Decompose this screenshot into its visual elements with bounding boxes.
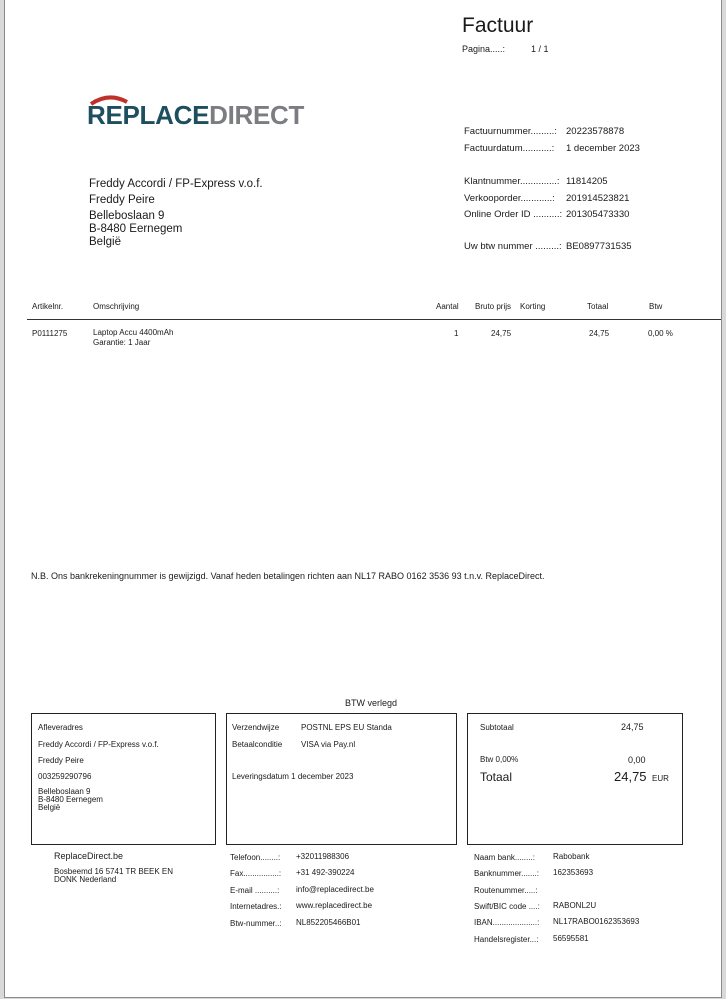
row-warranty: Garantie: 1 Jaar <box>93 338 151 347</box>
footer-company-address <box>54 868 173 884</box>
contact-vat-number: NL852205466B01 <box>296 918 361 927</box>
payment-terms-label: Betaalconditie <box>232 740 283 749</box>
page-number-value: 1 / 1 <box>531 44 549 54</box>
contact-label: Internetadres.: <box>230 902 282 911</box>
col-gross-price: Bruto prijs <box>475 302 512 311</box>
footer-address-line: DONK Nederland <box>54 875 117 884</box>
customer-address <box>89 176 263 208</box>
payment-terms-value: VISA via Pay.nl <box>301 740 356 749</box>
bank-swift: RABONL2U <box>553 901 597 910</box>
bank-change-note: N.B. Ons bankrekeningnummer is gewijzigd. Vanaf heden betalingen richten aan NL17 RABO 0162 3536 93 t.n.v. ReplaceDirect. <box>31 571 545 581</box>
col-article: Artikelnr. <box>32 302 64 311</box>
delivery-date: Leveringsdatum 1 december 2023 <box>232 772 354 781</box>
online-order-id: 201305473330 <box>566 209 630 220</box>
row-total: 24,75 <box>589 329 610 338</box>
bank-label: Naam bank........: <box>474 853 535 862</box>
logo-text-direct: DIRECT <box>209 100 305 130</box>
delivery-address-box <box>31 713 216 845</box>
subtotal-value: 24,75 <box>621 722 644 732</box>
customer-contact: Freddy Peire <box>89 194 155 206</box>
customer-country: België <box>89 236 121 248</box>
total-currency: EUR <box>652 774 669 783</box>
delivery-address <box>38 788 103 812</box>
bank-label: Handelsregister...: <box>474 935 539 944</box>
meta-label: Factuurnummer.........: <box>464 126 557 137</box>
total-value: 24,75 <box>614 769 647 784</box>
delivery-phone: 003259290796 <box>38 772 92 781</box>
col-discount: Korting <box>520 302 546 311</box>
customer-city: B-8480 Eernegem <box>89 223 183 235</box>
invoice-page <box>4 0 722 998</box>
delivery-country: België <box>38 803 61 812</box>
totals-box <box>467 713 683 845</box>
footer-address-line: Bosbeemd 16 5741 TR BEEK EN <box>54 867 174 876</box>
invoice-date: 1 december 2023 <box>566 143 640 154</box>
logo-text-replace: REPLACE <box>87 100 210 130</box>
col-vat: Btw <box>649 302 663 311</box>
invoice-number: 20223578878 <box>566 126 625 137</box>
contact-website[interactable]: www.replacedirect.be <box>296 901 373 910</box>
contact-email[interactable]: info@replacedirect.be <box>296 885 374 894</box>
bank-iban: NL17RABO0162353693 <box>553 917 640 926</box>
bank-label: Swift/BIC code ....: <box>474 902 540 911</box>
col-description: Omschrijving <box>93 302 140 311</box>
invoice-title: Factuur <box>462 14 534 37</box>
vat-shifted-label: BTW verlegd <box>345 698 398 708</box>
sales-order: 201914523821 <box>566 193 630 204</box>
customer-vat-number: BE0897731535 <box>566 241 632 252</box>
col-total: Totaal <box>587 302 609 311</box>
contact-label: E-mail ..........: <box>230 886 280 895</box>
row-quantity: 1 <box>454 329 459 338</box>
bank-name: Rabobank <box>553 852 590 861</box>
customer-number: 11814205 <box>566 176 608 187</box>
row-vat: 0,00 % <box>648 329 673 338</box>
total-label: Totaal <box>480 770 513 784</box>
shipping-terms-box <box>226 713 457 845</box>
row-gross-price: 24,75 <box>491 329 512 338</box>
contact-label: Btw-nummer..: <box>230 919 282 928</box>
bank-trade-register: 56595581 <box>553 934 589 943</box>
meta-label: Uw btw nummer .........: <box>464 241 562 252</box>
meta-label: Factuurdatum...........: <box>464 143 555 154</box>
bank-label: Routenummer.....: <box>474 886 538 895</box>
shipping-method-value: POSTNL EPS EU Standa <box>301 723 392 732</box>
shipping-method-label: Verzendwijze <box>232 723 280 732</box>
col-quantity: Aantal <box>436 302 459 311</box>
contact-label: Telefoon........: <box>230 853 281 862</box>
delivery-city: B-8480 Eernegem <box>38 795 103 804</box>
meta-label: Verkooporder............: <box>464 193 555 204</box>
customer-street: Belleboslaan 9 <box>89 210 165 222</box>
customer-street-block <box>89 210 182 249</box>
meta-label: Klantnummer..............: <box>464 176 560 187</box>
meta-label: Online Order ID ..........: <box>464 209 563 220</box>
contact-fax: +31 492-390224 <box>296 868 355 877</box>
bank-label: IBAN....................: <box>474 918 540 927</box>
bank-account-number: 162353693 <box>553 868 594 877</box>
bank-label: Banknummer.......: <box>474 869 539 878</box>
vat-label: Btw 0,00% <box>480 755 519 764</box>
footer-company-name: ReplaceDirect.be <box>54 851 124 861</box>
row-article: P0111275 <box>32 329 68 338</box>
contact-label: Fax................: <box>230 869 282 878</box>
logo-swoosh-icon <box>89 94 129 106</box>
delivery-contact: Freddy Peire <box>38 756 84 765</box>
delivery-company: Freddy Accordi / FP-Express v.o.f. <box>38 740 159 749</box>
delivery-title: Afleveradres <box>38 723 83 732</box>
delivery-street: Belleboslaan 9 <box>38 787 91 796</box>
replacedirect-logo <box>87 92 304 131</box>
table-header-rule <box>27 319 721 320</box>
row-description: Laptop Accu 4400mAh <box>93 328 174 337</box>
subtotal-label: Subtotaal <box>480 723 514 732</box>
vat-value: 0,00 <box>628 755 646 765</box>
customer-company: Freddy Accordi / FP-Express v.o.f. <box>89 178 263 190</box>
contact-phone: +32011988306 <box>296 852 350 861</box>
page-number-label: Pagina.....: <box>462 44 506 54</box>
